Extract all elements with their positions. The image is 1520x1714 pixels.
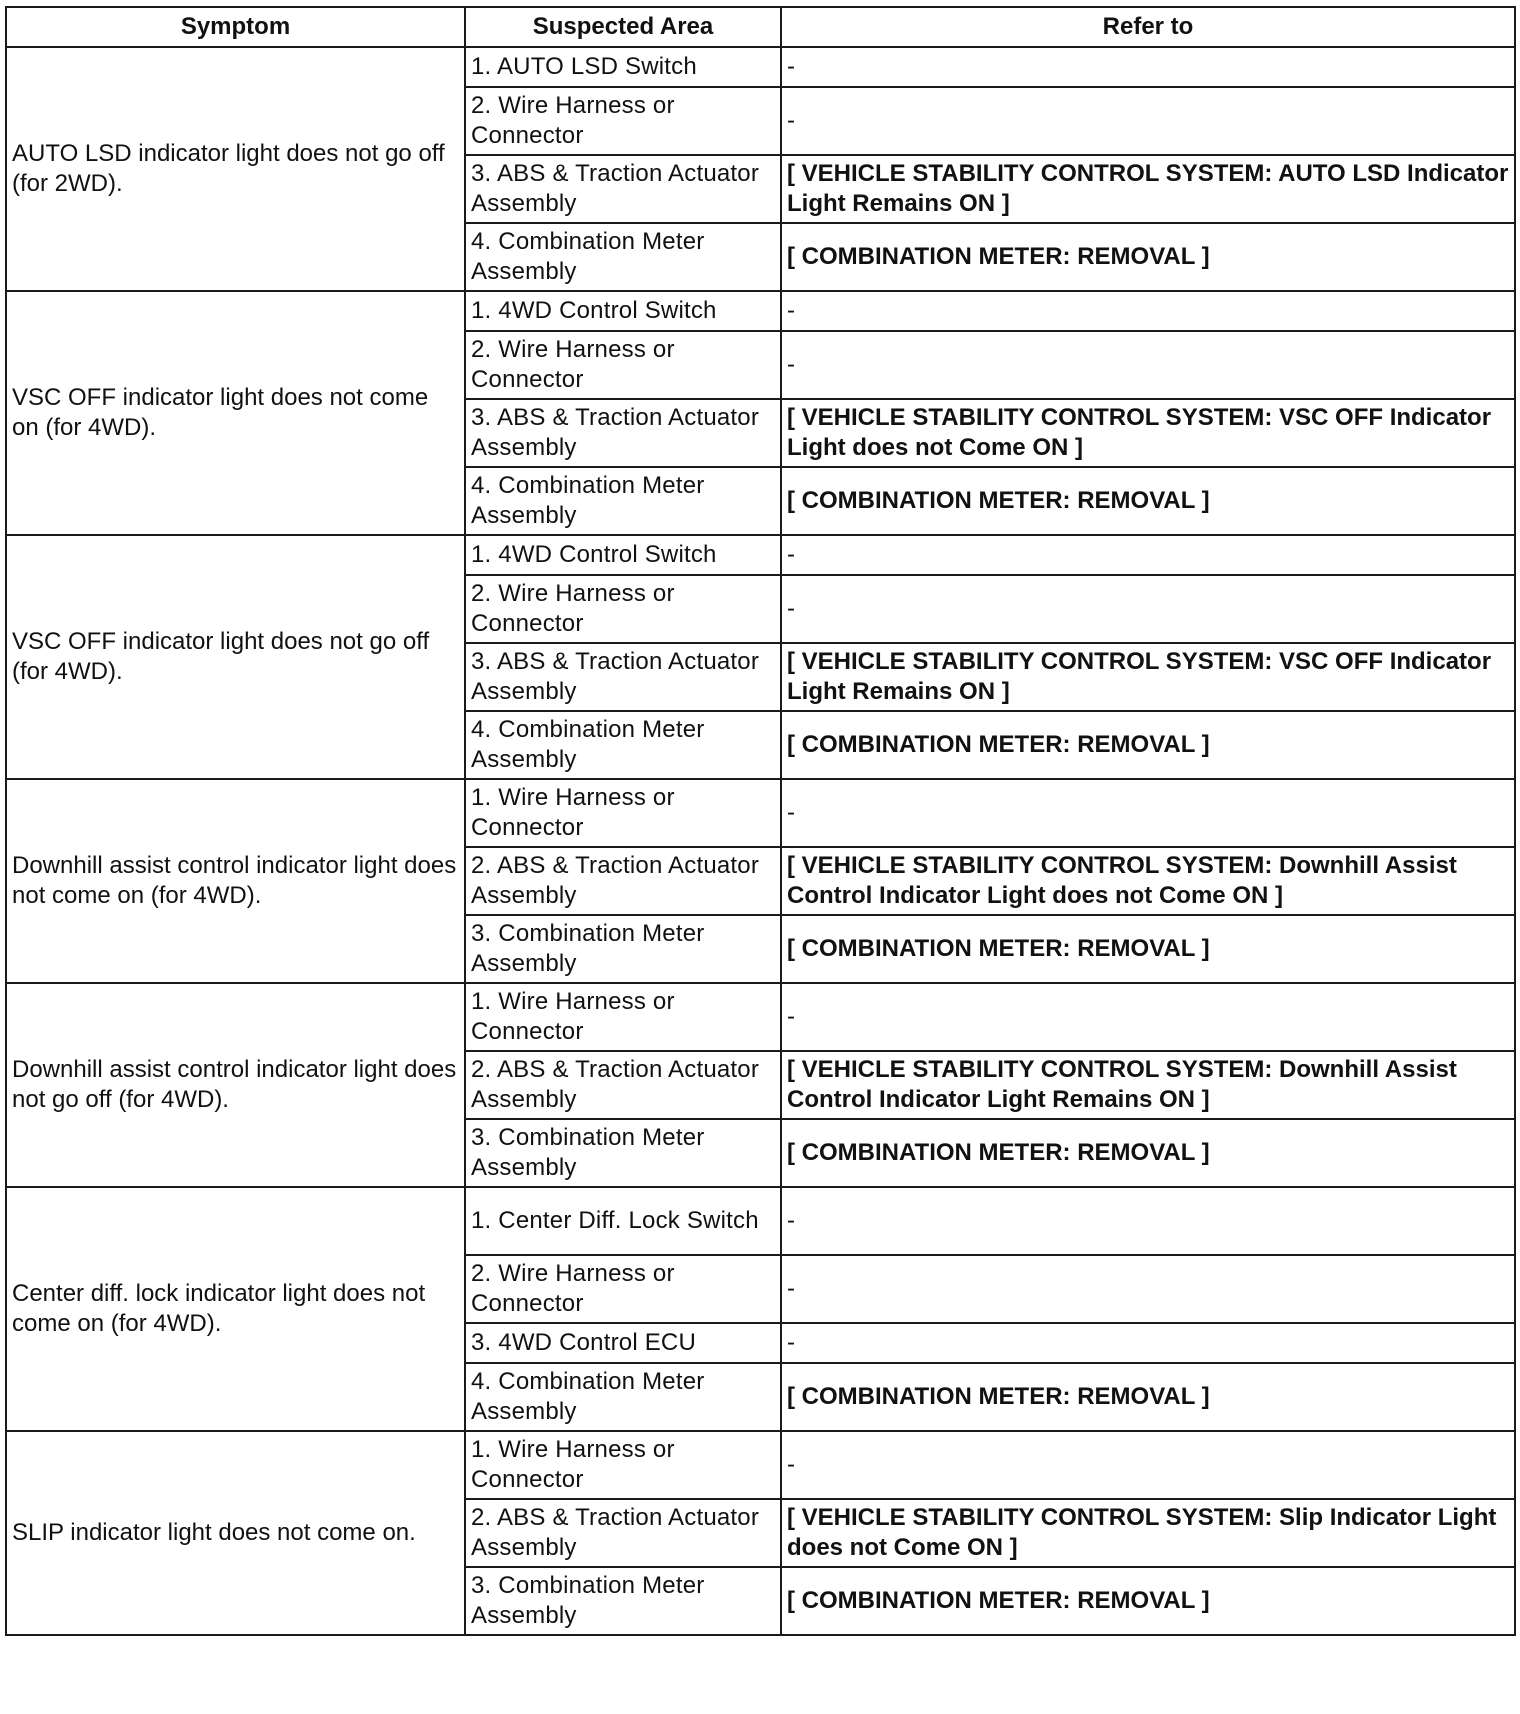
suspected-area-cell: 3. Combination Meter Assembly [465, 1567, 781, 1635]
suspected-area-cell: 4. Combination Meter Assembly [465, 1363, 781, 1431]
suspected-area-cell: 1. Wire Harness or Connector [465, 779, 781, 847]
refer-to-cell: - [781, 1431, 1515, 1499]
suspected-area-cell: 1. Center Diff. Lock Switch [465, 1187, 781, 1255]
suspected-area-cell: 3. ABS & Traction Actuator Assembly [465, 643, 781, 711]
suspected-area-cell: 2. ABS & Traction Actuator Assembly [465, 1499, 781, 1567]
table-row [6, 291, 1515, 331]
suspected-area-cell: 4. Combination Meter Assembly [465, 467, 781, 535]
refer-to-cell: - [781, 87, 1515, 155]
table-row [6, 1187, 1515, 1255]
refer-to-link[interactable]: [ COMBINATION METER: REMOVAL ] [781, 467, 1515, 535]
symptom-cell: Center diff. lock indicator light does not come on (for 4WD). [6, 1187, 465, 1431]
symptom-cell: AUTO LSD indicator light does not go off (for 2WD). [6, 47, 465, 291]
troubleshooting-table-container [5, 6, 1514, 1636]
refer-to-cell: - [781, 779, 1515, 847]
refer-to-link[interactable]: [ VEHICLE STABILITY CONTROL SYSTEM: VSC OFF Indicator Light Remains ON ] [781, 643, 1515, 711]
refer-to-cell: - [781, 983, 1515, 1051]
refer-to-link[interactable]: [ COMBINATION METER: REMOVAL ] [781, 711, 1515, 779]
refer-to-header: Refer to [781, 7, 1515, 47]
refer-to-cell: - [781, 1323, 1515, 1363]
table-header-row [6, 7, 1515, 47]
suspected-area-cell: 3. Combination Meter Assembly [465, 1119, 781, 1187]
symptom-header: Symptom [6, 7, 465, 47]
suspected-area-cell: 2. Wire Harness or Connector [465, 1255, 781, 1323]
refer-to-cell: - [781, 575, 1515, 643]
suspected-area-cell: 2. ABS & Traction Actuator Assembly [465, 1051, 781, 1119]
refer-to-cell: - [781, 535, 1515, 575]
refer-to-cell: - [781, 1255, 1515, 1323]
refer-to-link[interactable]: [ COMBINATION METER: REMOVAL ] [781, 1567, 1515, 1635]
suspected-area-cell: 2. Wire Harness or Connector [465, 575, 781, 643]
refer-to-link[interactable]: [ COMBINATION METER: REMOVAL ] [781, 223, 1515, 291]
suspected-area-cell: 1. AUTO LSD Switch [465, 47, 781, 87]
table-row [6, 535, 1515, 575]
refer-to-link[interactable]: [ VEHICLE STABILITY CONTROL SYSTEM: Slip Indicator Light does not Come ON ] [781, 1499, 1515, 1567]
refer-to-cell: - [781, 1187, 1515, 1255]
suspected-area-header: Suspected Area [465, 7, 781, 47]
symptom-table [5, 6, 1516, 1636]
refer-to-link[interactable]: [ VEHICLE STABILITY CONTROL SYSTEM: AUTO LSD Indicator Light Remains ON ] [781, 155, 1515, 223]
table-row [6, 983, 1515, 1051]
suspected-area-cell: 1. 4WD Control Switch [465, 535, 781, 575]
symptom-cell: Downhill assist control indicator light does not come on (for 4WD). [6, 779, 465, 983]
symptom-cell: Downhill assist control indicator light does not go off (for 4WD). [6, 983, 465, 1187]
suspected-area-cell: 4. Combination Meter Assembly [465, 711, 781, 779]
suspected-area-cell: 4. Combination Meter Assembly [465, 223, 781, 291]
refer-to-cell: - [781, 331, 1515, 399]
suspected-area-cell: 2. Wire Harness or Connector [465, 87, 781, 155]
refer-to-link[interactable]: [ VEHICLE STABILITY CONTROL SYSTEM: Downhill Assist Control Indicator Light does not Come ON ] [781, 847, 1515, 915]
refer-to-link[interactable]: [ COMBINATION METER: REMOVAL ] [781, 915, 1515, 983]
refer-to-cell: - [781, 291, 1515, 331]
suspected-area-cell: 3. ABS & Traction Actuator Assembly [465, 399, 781, 467]
symptom-cell: SLIP indicator light does not come on. [6, 1431, 465, 1635]
suspected-area-cell: 1. 4WD Control Switch [465, 291, 781, 331]
suspected-area-cell: 3. 4WD Control ECU [465, 1323, 781, 1363]
suspected-area-cell: 1. Wire Harness or Connector [465, 1431, 781, 1499]
symptom-cell: VSC OFF indicator light does not come on (for 4WD). [6, 291, 465, 535]
refer-to-link[interactable]: [ COMBINATION METER: REMOVAL ] [781, 1119, 1515, 1187]
refer-to-link[interactable]: [ VEHICLE STABILITY CONTROL SYSTEM: Downhill Assist Control Indicator Light Remains ON ] [781, 1051, 1515, 1119]
suspected-area-cell: 1. Wire Harness or Connector [465, 983, 781, 1051]
table-body [6, 47, 1515, 1635]
table-row [6, 47, 1515, 87]
refer-to-cell: - [781, 47, 1515, 87]
suspected-area-cell: 3. Combination Meter Assembly [465, 915, 781, 983]
table-row [6, 1431, 1515, 1499]
refer-to-link[interactable]: [ VEHICLE STABILITY CONTROL SYSTEM: VSC OFF Indicator Light does not Come ON ] [781, 399, 1515, 467]
table-row [6, 779, 1515, 847]
refer-to-link[interactable]: [ COMBINATION METER: REMOVAL ] [781, 1363, 1515, 1431]
suspected-area-cell: 2. ABS & Traction Actuator Assembly [465, 847, 781, 915]
symptom-cell: VSC OFF indicator light does not go off (for 4WD). [6, 535, 465, 779]
suspected-area-cell: 3. ABS & Traction Actuator Assembly [465, 155, 781, 223]
suspected-area-cell: 2. Wire Harness or Connector [465, 331, 781, 399]
